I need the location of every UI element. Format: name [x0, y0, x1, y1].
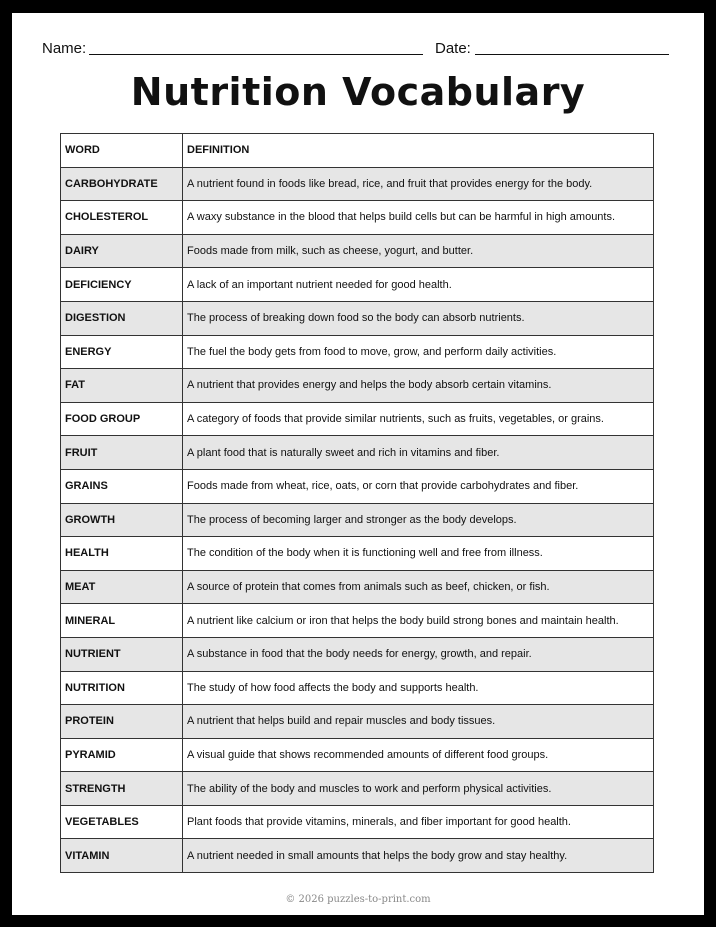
word-cell: NUTRITION — [61, 671, 183, 705]
definition-cell: Foods made from wheat, rice, oats, or corn that provide carbohydrates and fiber. — [183, 469, 654, 503]
definition-cell: The condition of the body when it is functioning well and free from illness. — [183, 537, 654, 571]
word-cell: MEAT — [61, 570, 183, 604]
word-cell: HEALTH — [61, 537, 183, 571]
word-cell: FRUIT — [61, 436, 183, 470]
word-cell: STRENGTH — [61, 772, 183, 806]
word-cell: FAT — [61, 369, 183, 403]
definition-cell: A substance in food that the body needs for energy, growth, and repair. — [183, 637, 654, 671]
name-line — [89, 54, 423, 55]
copyright-footer: © 2026 puzzles-to-print.com — [285, 894, 431, 905]
column-header-definition: DEFINITION — [183, 134, 654, 168]
definition-cell: The study of how food affects the body and supports health. — [183, 671, 654, 705]
word-cell: CHOLESTEROL — [61, 201, 183, 235]
table-row — [61, 436, 654, 470]
table-row — [61, 637, 654, 671]
worksheet-page — [12, 13, 704, 915]
word-cell: PYRAMID — [61, 738, 183, 772]
page-title: Nutrition Vocabulary — [130, 70, 586, 114]
definition-cell: A source of protein that comes from animals such as beef, chicken, or fish. — [183, 570, 654, 604]
definition-cell: A nutrient found in foods like bread, rice, and fruit that provides energy for the body. — [183, 167, 654, 201]
definition-cell: The process of breaking down food so the body can absorb nutrients. — [183, 301, 654, 335]
word-cell: CARBOHYDRATE — [61, 167, 183, 201]
definition-cell: Plant foods that provide vitamins, minerals, and fiber important for good health. — [183, 805, 654, 839]
definition-cell: A nutrient like calcium or iron that helps the body build strong bones and maintain health. — [183, 604, 654, 638]
definition-cell: A visual guide that shows recommended amounts of different food groups. — [183, 738, 654, 772]
definition-cell: A category of foods that provide similar nutrients, such as fruits, vegetables, or grains. — [183, 402, 654, 436]
word-cell: DAIRY — [61, 234, 183, 268]
column-header-word: WORD — [61, 134, 183, 168]
word-cell: DIGESTION — [61, 301, 183, 335]
word-cell: GRAINS — [61, 469, 183, 503]
table-row — [61, 705, 654, 739]
date-line — [475, 54, 669, 55]
table-row — [61, 772, 654, 806]
name-label: Name: — [42, 40, 87, 57]
table-row — [61, 335, 654, 369]
definition-cell: Foods made from milk, such as cheese, yogurt, and butter. — [183, 234, 654, 268]
table-row — [61, 604, 654, 638]
name-date-row — [42, 37, 682, 59]
definition-cell: A nutrient needed in small amounts that helps the body grow and stay healthy. — [183, 839, 654, 873]
definition-cell: The fuel the body gets from food to move, grow, and perform daily activities. — [183, 335, 654, 369]
date-label: Date: — [435, 40, 471, 57]
definition-cell: A plant food that is naturally sweet and rich in vitamins and fiber. — [183, 436, 654, 470]
table-row — [61, 234, 654, 268]
word-cell: DEFICIENCY — [61, 268, 183, 302]
table-row — [61, 301, 654, 335]
table-header-row — [61, 134, 654, 168]
table-row — [61, 201, 654, 235]
definition-cell: The process of becoming larger and stronger as the body develops. — [183, 503, 654, 537]
definition-cell: A waxy substance in the blood that helps build cells but can be harmful in high amounts. — [183, 201, 654, 235]
table-row — [61, 469, 654, 503]
vocabulary-table — [60, 133, 654, 873]
table-row — [61, 805, 654, 839]
definition-cell: A lack of an important nutrient needed for good health. — [183, 268, 654, 302]
table-row — [61, 671, 654, 705]
definition-cell: A nutrient that provides energy and helps the body absorb certain vitamins. — [183, 369, 654, 403]
definition-cell: A nutrient that helps build and repair muscles and body tissues. — [183, 705, 654, 739]
table-row — [61, 537, 654, 571]
table-row — [61, 167, 654, 201]
table-row — [61, 503, 654, 537]
table-row — [61, 839, 654, 873]
word-cell: VEGETABLES — [61, 805, 183, 839]
word-cell: FOOD GROUP — [61, 402, 183, 436]
word-cell: NUTRIENT — [61, 637, 183, 671]
word-cell: PROTEIN — [61, 705, 183, 739]
word-cell: ENERGY — [61, 335, 183, 369]
word-cell: GROWTH — [61, 503, 183, 537]
table-row — [61, 369, 654, 403]
table-row — [61, 570, 654, 604]
word-cell: MINERAL — [61, 604, 183, 638]
word-cell: VITAMIN — [61, 839, 183, 873]
table-row — [61, 268, 654, 302]
table-row — [61, 738, 654, 772]
table-row — [61, 402, 654, 436]
definition-cell: The ability of the body and muscles to work and perform physical activities. — [183, 772, 654, 806]
